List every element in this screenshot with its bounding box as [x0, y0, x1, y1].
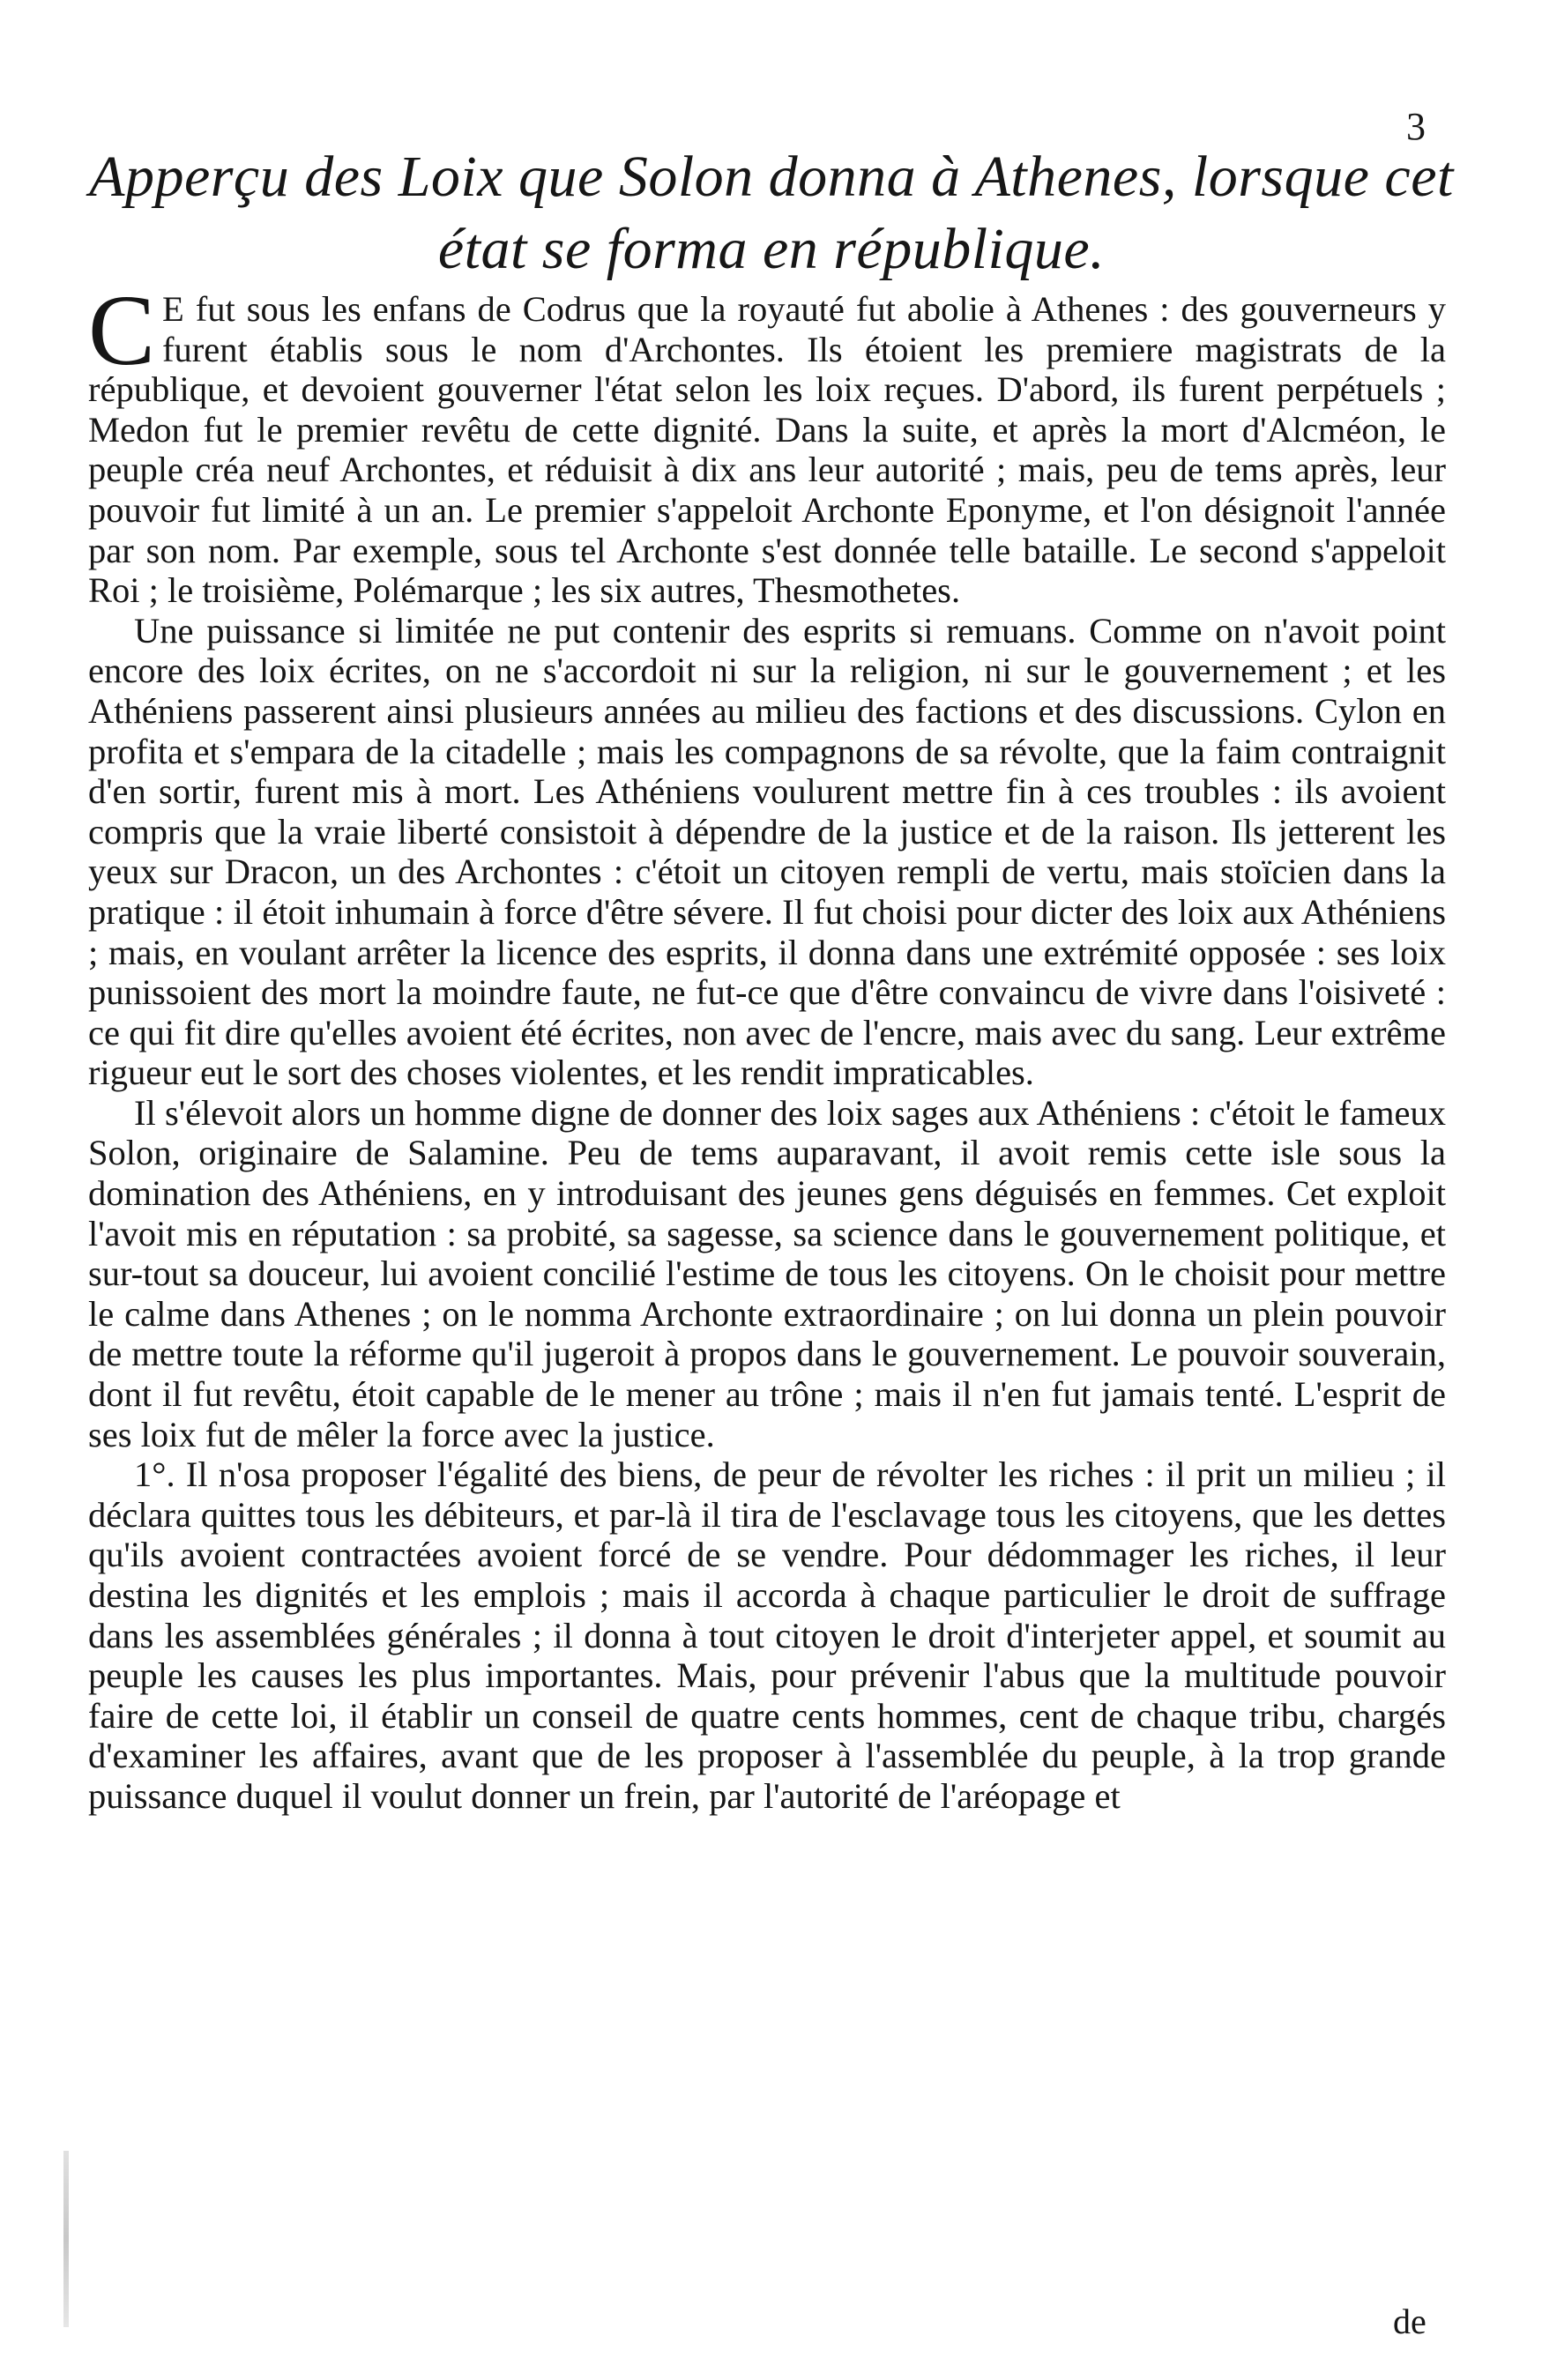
drop-cap: C [88, 274, 156, 386]
margin-stain [63, 2151, 69, 2327]
chapter-title-line-1: Apperçu des Loix que Solon donna à Athenes, lorsque cet [89, 145, 1454, 209]
paragraph-3: Il s'élevoit alors un homme digne de donner des loix sages aux Athéniens : c'étoit le fameux Solon, originaire de Salamine. Peu de tems auparavant, il avoit remis cette isle sous la domination des Athéniens, en y introduisant des jeunes gens déguisés en femmes. Cet exploit l'avoit mis en réputation : sa probité, sa sagesse, sa science dans le gouvernement politique, et sur-tout sa douceur, lui avoient concilié l'estime de tous les citoyens. On le choisit pour mettre le calme dans Athenes ; on le nomma Archonte extraordinaire ; on lui donna un plein pouvoir de mettre toute la réforme qu'il jugeroit à propos dans le gouvernement. Le pouvoir souverain, dont il fut revêtu, étoit capable de le mener au trône ; mais il n'en fut jamais tenté. L'esprit de ses loix fut de mêler la force avec la justice. [88, 1092, 1446, 1454]
paragraph-1 [88, 274, 1446, 611]
paragraph-4: 1°. Il n'osa proposer l'égalité des biens, de peur de révolter les riches : il prit un milieu ; il déclara quittes tous les débiteurs, et par-là il tira de l'esclavage tous les citoyens, que les dettes qu'ils avoient contractées avoient forcé de se vendre. Pour dédommager les riches, il leur destina les dignités et les emplois ; mais il accorda à chaque particulier le droit de suffrage dans les assemblées générales ; il donna à tout citoyen le droit d'interjeter appel, et soumit au peuple les causes les plus importantes. Mais, pour prévenir l'abus que la multitude pouvoir faire de cette loi, il établir un conseil de quatre cents hommes, cent de chaque tribu, chargés d'examiner les affaires, avant que de les proposer à l'assemblée du peuple, à la trop grande puissance duquel il voulut donner un frein, par l'autorité de l'aréopage et [88, 1454, 1446, 1816]
paragraph-2: Une puissance si limitée ne put contenir des esprits si remuans. Comme on n'avoit point encore des loix écrites, on ne s'accordoit ni sur la religion, ni sur le gouvernement ; et les Athéniens passerent ainsi plusieurs années au milieu des factions et des discussions. Cylon en profita et s'empara de la citadelle ; mais les compagnons de sa révolte, que la faim contraignit d'en sortir, furent mis à mort. Les Athéniens voulurent mettre fin à ces troubles : ils avoient compris que la vraie liberté consistoit à dépendre de la justice et de la raison. Ils jetterent les yeux sur Dracon, un des Archontes : c'étoit un citoyen rempli de vertu, mais stoïcien dans la pratique : il étoit inhumain à force d'être sévere. Il fut choisi pour dicter des loix aux Athéniens ; mais, en voulant arrêter la licence des esprits, il donna dans une extrémité opposée : ses loix punissoient des mort la moindre faute, ne fut-ce que d'être convaincu de vivre dans l'oisiveté : ce qui fit dire qu'elles avoient été écrites, non avec de l'encre, mais avec du sang. Leur extrême rigueur eut le sort des choses violentes, et les rendit impraticables. [88, 610, 1446, 1093]
page-number: 3 [1406, 105, 1426, 148]
chapter-title-line-2: état se forma en république. [437, 217, 1106, 281]
body-text [88, 274, 1446, 1817]
paragraph-1-text: E fut sous les enfans de Codrus que la royauté fut abolie à Athenes : des gouverneurs y furent établis sous le nom d'Archontes. Ils étoient les premiere magistrats de la république, et devoient gouverner l'état selon les loix reçues. D'abord, ils furent perpétuels ; Medon fut le premier revêtu de cette dignité. Dans la suite, et après la mort d'Alcméon, le peuple créa neuf Archontes, et réduisit à dix ans leur autorité ; mais, peu de tems après, leur pouvoir fut limité à un an. Le premier s'appeloit Archonte Eponyme, et l'on désignoit l'année par son nom. Par exemple, sous tel Archonte s'est donnée telle bataille. Le second s'appeloit Roi ; le troisième, Polémarque ; les six autres, Thesmothetes. [88, 289, 1446, 611]
chapter-title [88, 141, 1455, 286]
catchword: de [1393, 2302, 1427, 2341]
